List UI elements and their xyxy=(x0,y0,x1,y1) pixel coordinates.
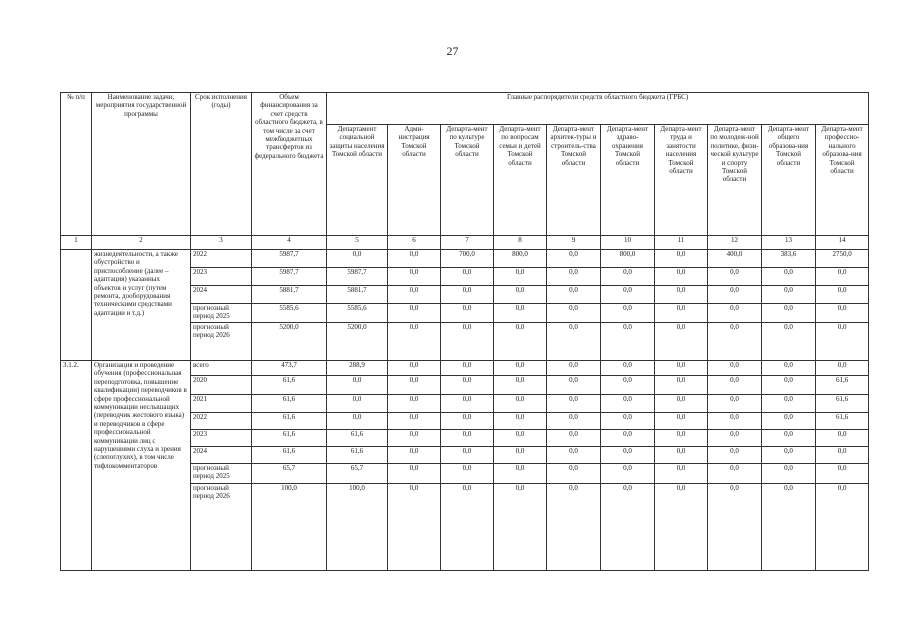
value-cell: 0,0 xyxy=(708,430,762,447)
value-cell: 0,0 xyxy=(494,361,547,376)
value-cell: 0,0 xyxy=(388,250,441,268)
value-cell: 0,0 xyxy=(655,464,708,484)
value-cell: 0,0 xyxy=(601,447,655,464)
value-cell: 0,0 xyxy=(547,286,601,304)
value-cell: 0,0 xyxy=(441,304,494,323)
header-department: Департа-мент профессио-нального образова-ния Томской области xyxy=(816,125,869,236)
period-cell: 2024 xyxy=(191,447,252,464)
header-period: Срок исполнения (годы) xyxy=(191,93,252,236)
period-cell: прогнозный период 2026 xyxy=(191,484,252,571)
value-cell: 0,0 xyxy=(762,413,816,430)
value-cell: 0,0 xyxy=(441,395,494,413)
value-cell: 0,0 xyxy=(816,286,869,304)
value-cell: 700,0 xyxy=(441,250,494,268)
header-department: Адми-нистрация Томской области xyxy=(388,125,441,236)
value-cell: 0,0 xyxy=(441,484,494,571)
header-volume: Объем финансирования за счет средств областного бюджета, в том числе за счет межбюджетных трансфертов из федерального бюджета xyxy=(252,93,327,236)
value-cell: 0,0 xyxy=(547,413,601,430)
value-cell: 0,0 xyxy=(601,413,655,430)
value-cell: 0,0 xyxy=(601,268,655,286)
header-name: Наименование задачи, мероприятия государственной программы xyxy=(92,93,191,236)
value-cell: 0,0 xyxy=(655,447,708,464)
value-cell: 0,0 xyxy=(547,361,601,376)
value-cell: 0,0 xyxy=(762,286,816,304)
value-cell: 61,6 xyxy=(252,447,327,464)
value-cell: 288,9 xyxy=(327,361,388,376)
value-cell: 5585,6 xyxy=(252,304,327,323)
value-cell: 0,0 xyxy=(388,286,441,304)
value-cell: 0,0 xyxy=(655,395,708,413)
period-cell: прогнозный период 2025 xyxy=(191,464,252,484)
column-number: 3 xyxy=(191,236,252,250)
value-cell: 0,0 xyxy=(388,323,441,361)
column-number: 14 xyxy=(816,236,869,250)
value-cell: 0,0 xyxy=(601,376,655,395)
value-cell: 0,0 xyxy=(708,395,762,413)
value-cell: 0,0 xyxy=(601,361,655,376)
value-cell: 0,0 xyxy=(816,304,869,323)
value-cell: 0,0 xyxy=(327,395,388,413)
value-cell: 0,0 xyxy=(441,268,494,286)
value-cell: 0,0 xyxy=(327,376,388,395)
value-cell: 0,0 xyxy=(388,413,441,430)
value-cell: 800,0 xyxy=(494,250,547,268)
value-cell: 5200,0 xyxy=(327,323,388,361)
value-cell: 61,6 xyxy=(816,395,869,413)
value-cell: 61,6 xyxy=(816,376,869,395)
value-cell: 0,0 xyxy=(601,430,655,447)
value-cell: 0,0 xyxy=(708,268,762,286)
value-cell: 65,7 xyxy=(252,464,327,484)
value-cell: 0,0 xyxy=(441,430,494,447)
period-cell: 2022 xyxy=(191,413,252,430)
value-cell: 0,0 xyxy=(547,250,601,268)
value-cell: 0,0 xyxy=(547,447,601,464)
value-cell: 0,0 xyxy=(547,484,601,571)
value-cell: 0,0 xyxy=(388,464,441,484)
value-cell: 5881,7 xyxy=(252,286,327,304)
period-cell: всего xyxy=(191,361,252,376)
header-department: Департа-мент общего образова-ния Томской области xyxy=(762,125,816,236)
page-number: 27 xyxy=(446,44,459,58)
value-cell: 0,0 xyxy=(655,430,708,447)
value-cell: 0,0 xyxy=(708,286,762,304)
period-cell: 2024 xyxy=(191,286,252,304)
value-cell: 61,6 xyxy=(252,430,327,447)
value-cell: 0,0 xyxy=(601,484,655,571)
value-cell: 61,6 xyxy=(252,395,327,413)
value-cell: 0,0 xyxy=(655,484,708,571)
value-cell: 0,0 xyxy=(655,323,708,361)
value-cell: 0,0 xyxy=(762,268,816,286)
header-department: Департа-мент архитек-туры и строитель-ства Томской области xyxy=(547,125,601,236)
value-cell: 61,6 xyxy=(252,376,327,395)
value-cell: 0,0 xyxy=(655,250,708,268)
column-number: 10 xyxy=(601,236,655,250)
value-cell: 0,0 xyxy=(388,484,441,571)
value-cell: 0,0 xyxy=(816,268,869,286)
value-cell: 0,0 xyxy=(816,464,869,484)
header-department: Департа-мент труда и занятости населения Томской области xyxy=(655,125,708,236)
value-cell: 0,0 xyxy=(708,361,762,376)
value-cell: 0,0 xyxy=(601,304,655,323)
value-cell: 0,0 xyxy=(762,395,816,413)
column-number: 5 xyxy=(327,236,388,250)
value-cell: 0,0 xyxy=(547,395,601,413)
value-cell: 0,0 xyxy=(441,361,494,376)
value-cell: 0,0 xyxy=(494,286,547,304)
value-cell: 100,0 xyxy=(327,484,388,571)
value-cell: 0,0 xyxy=(762,361,816,376)
value-cell: 0,0 xyxy=(708,413,762,430)
value-cell: 2750,0 xyxy=(816,250,869,268)
value-cell: 5200,0 xyxy=(252,323,327,361)
value-cell: 0,0 xyxy=(601,395,655,413)
value-cell: 0,0 xyxy=(494,268,547,286)
value-cell: 0,0 xyxy=(601,286,655,304)
value-cell: 0,0 xyxy=(708,376,762,395)
value-cell: 5585,6 xyxy=(327,304,388,323)
task-name: жизнедеятельности, а также обустройство и приспособление (далее – адаптация) указанных объектов и услуг (путем ремонта, дооборудования техническими средствами адаптации и т.д.) xyxy=(92,250,191,361)
value-cell: 0,0 xyxy=(494,413,547,430)
value-cell: 5881,7 xyxy=(327,286,388,304)
value-cell: 0,0 xyxy=(547,268,601,286)
value-cell: 0,0 xyxy=(441,464,494,484)
period-cell: прогнозный период 2025 xyxy=(191,304,252,323)
period-cell: 2023 xyxy=(191,268,252,286)
value-cell: 800,0 xyxy=(601,250,655,268)
value-cell: 0,0 xyxy=(494,304,547,323)
value-cell: 0,0 xyxy=(388,304,441,323)
value-cell: 0,0 xyxy=(441,286,494,304)
table-row xyxy=(61,250,869,268)
value-cell: 0,0 xyxy=(816,361,869,376)
header-grbs: Главные распорядители средств областного бюджета (ГРБС) xyxy=(327,93,869,125)
value-cell: 0,0 xyxy=(762,430,816,447)
column-number: 1 xyxy=(61,236,92,250)
value-cell: 0,0 xyxy=(388,447,441,464)
period-cell: 2022 xyxy=(191,250,252,268)
value-cell: 0,0 xyxy=(388,361,441,376)
header-department: Департа-мент по культуре Томской области xyxy=(441,125,494,236)
value-cell: 0,0 xyxy=(388,430,441,447)
value-cell: 5987,7 xyxy=(252,250,327,268)
column-number: 11 xyxy=(655,236,708,250)
value-cell: 0,0 xyxy=(762,447,816,464)
value-cell: 0,0 xyxy=(655,376,708,395)
value-cell: 0,0 xyxy=(708,484,762,571)
value-cell: 0,0 xyxy=(327,413,388,430)
task-index xyxy=(61,250,92,361)
header-department: Департа-мент по молодеж-ной политике, физи-ческой культуре и спорту Томской области xyxy=(708,125,762,236)
value-cell: 61,6 xyxy=(816,413,869,430)
value-cell: 0,0 xyxy=(655,286,708,304)
value-cell: 0,0 xyxy=(708,464,762,484)
column-number: 13 xyxy=(762,236,816,250)
value-cell: 383,6 xyxy=(762,250,816,268)
period-cell: 2023 xyxy=(191,430,252,447)
period-cell: прогнозный период 2026 xyxy=(191,323,252,361)
value-cell: 61,6 xyxy=(252,413,327,430)
value-cell: 65,7 xyxy=(327,464,388,484)
value-cell: 0,0 xyxy=(762,376,816,395)
value-cell: 100,0 xyxy=(252,484,327,571)
value-cell: 0,0 xyxy=(547,304,601,323)
header-department: Департа-мент здраво-охранения Томской области xyxy=(601,125,655,236)
header-department: Департамент социальной защиты населения Томской области xyxy=(327,125,388,236)
value-cell: 0,0 xyxy=(816,484,869,571)
value-cell: 0,0 xyxy=(547,376,601,395)
value-cell: 0,0 xyxy=(388,268,441,286)
value-cell: 0,0 xyxy=(655,413,708,430)
column-number: 2 xyxy=(92,236,191,250)
value-cell: 0,0 xyxy=(494,464,547,484)
value-cell: 0,0 xyxy=(327,250,388,268)
value-cell: 0,0 xyxy=(762,464,816,484)
value-cell: 61,6 xyxy=(327,430,388,447)
value-cell: 0,0 xyxy=(547,323,601,361)
value-cell: 0,0 xyxy=(494,323,547,361)
column-number: 7 xyxy=(441,236,494,250)
column-number: 6 xyxy=(388,236,441,250)
column-number: 4 xyxy=(252,236,327,250)
period-cell: 2020 xyxy=(191,376,252,395)
column-number: 8 xyxy=(494,236,547,250)
value-cell: 0,0 xyxy=(547,430,601,447)
value-cell: 0,0 xyxy=(655,268,708,286)
value-cell: 0,0 xyxy=(762,484,816,571)
value-cell: 0,0 xyxy=(655,361,708,376)
column-number: 9 xyxy=(547,236,601,250)
value-cell: 473,7 xyxy=(252,361,327,376)
value-cell: 5987,7 xyxy=(327,268,388,286)
value-cell: 61,6 xyxy=(327,447,388,464)
value-cell: 0,0 xyxy=(816,323,869,361)
value-cell: 0,0 xyxy=(816,447,869,464)
value-cell: 5987,7 xyxy=(252,268,327,286)
value-cell: 0,0 xyxy=(708,323,762,361)
value-cell: 0,0 xyxy=(441,323,494,361)
value-cell: 0,0 xyxy=(547,464,601,484)
value-cell: 0,0 xyxy=(762,323,816,361)
value-cell: 0,0 xyxy=(708,304,762,323)
value-cell: 0,0 xyxy=(441,447,494,464)
value-cell: 0,0 xyxy=(494,447,547,464)
value-cell: 0,0 xyxy=(494,484,547,571)
value-cell: 0,0 xyxy=(655,304,708,323)
value-cell: 0,0 xyxy=(494,376,547,395)
column-number: 12 xyxy=(708,236,762,250)
task-index: 3.1.2. xyxy=(61,361,92,571)
value-cell: 0,0 xyxy=(762,304,816,323)
header-department: Департа-мент по вопросам семьи и детей Томской области xyxy=(494,125,547,236)
period-cell: 2021 xyxy=(191,395,252,413)
header-num: № п/п xyxy=(61,93,92,236)
value-cell: 400,0 xyxy=(708,250,762,268)
value-cell: 0,0 xyxy=(441,376,494,395)
value-cell: 0,0 xyxy=(494,430,547,447)
value-cell: 0,0 xyxy=(388,395,441,413)
value-cell: 0,0 xyxy=(388,376,441,395)
task-name: Организация и проведение обучения (профессиональная переподготовка, повышение квалификации) переводчиков в сфере профессиональной коммуникации неслышащих (переводчик жестового языка) и переводчиков в сфере профессиональной коммуникации лиц с нарушениями слуха и зрения (слепоглухих), в том числе тифлокомментаторов xyxy=(92,361,191,571)
table-row xyxy=(61,361,869,376)
value-cell: 0,0 xyxy=(494,395,547,413)
budget-table xyxy=(60,92,869,571)
value-cell: 0,0 xyxy=(708,447,762,464)
value-cell: 0,0 xyxy=(601,464,655,484)
value-cell: 0,0 xyxy=(601,323,655,361)
value-cell: 0,0 xyxy=(441,413,494,430)
value-cell: 0,0 xyxy=(816,430,869,447)
